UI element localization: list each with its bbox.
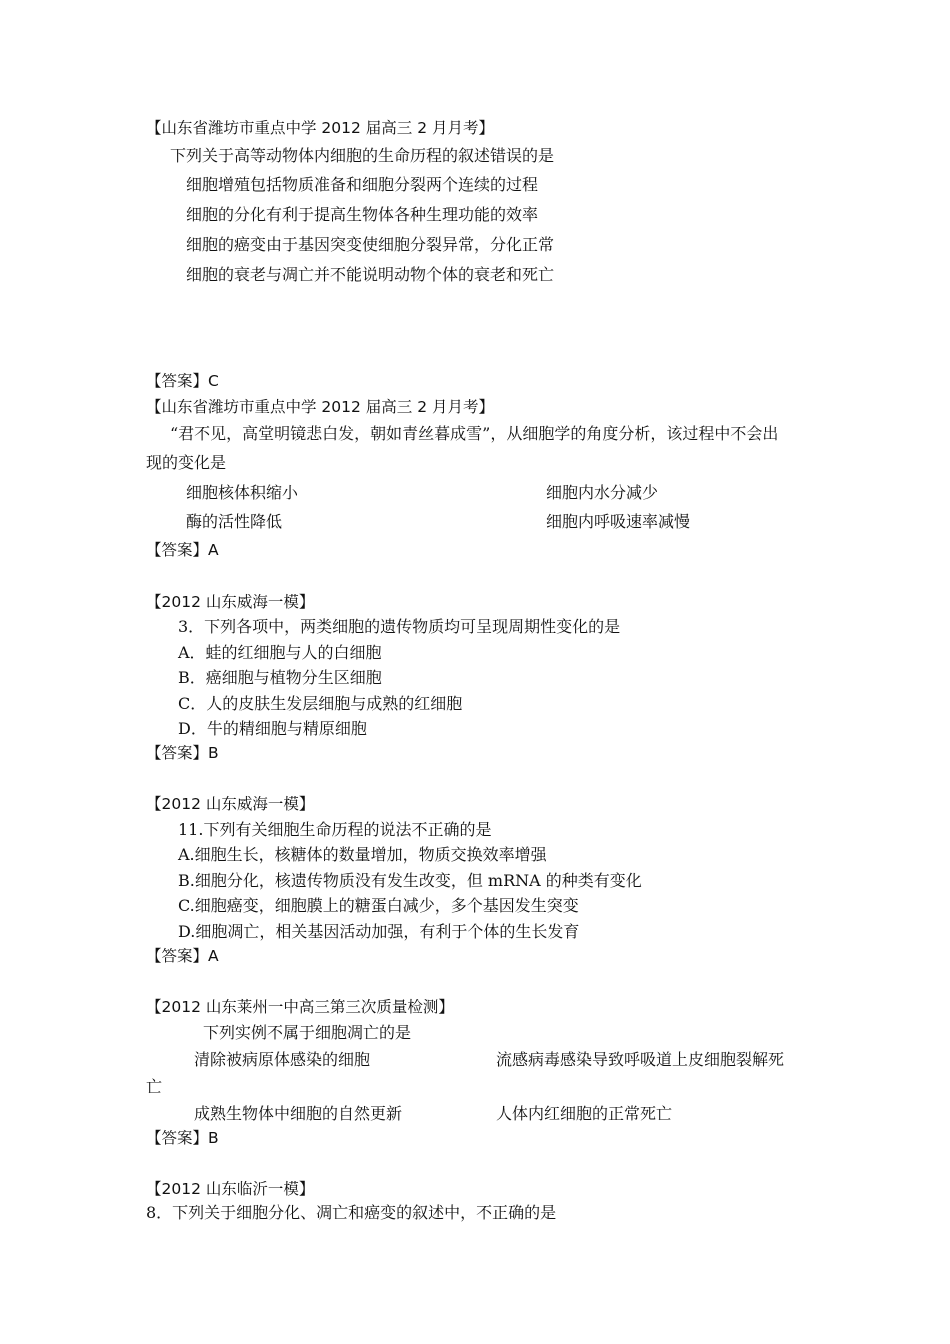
q3-source: 【2012 山东威海一模】	[146, 593, 315, 611]
q6-source: 【2012 山东临沂一模】	[146, 1180, 315, 1198]
q1-option-c: 细胞的癌变由于基因突变使细胞分裂异常，分化正常	[186, 235, 555, 254]
q2-option-d: 细胞内呼吸速率减慢	[546, 512, 691, 531]
q5-option-a: 清除被病原体感染的细胞	[194, 1050, 371, 1069]
q5-option-b-wrap: 亡	[146, 1077, 163, 1096]
q1-stem: 下列关于高等动物体内细胞的生命历程的叙述错误的是	[170, 146, 555, 165]
q4-option-c: C.细胞癌变，细胞膜上的糖蛋白减少，多个基因发生突变	[178, 896, 579, 915]
q5-option-b: 流感病毒感染导致呼吸道上皮细胞裂解死	[496, 1050, 785, 1069]
q1-option-d: 细胞的衰老与凋亡并不能说明动物个体的衰老和死亡	[186, 265, 555, 284]
q5-option-c: 成熟生物体中细胞的自然更新	[194, 1104, 403, 1123]
q6-stem: 8．下列关于细胞分化、凋亡和癌变的叙述中，不正确的是	[146, 1203, 557, 1222]
q2-stem-line2: 现的变化是	[146, 453, 227, 472]
q1-source: 【山东省潍坊市重点中学 2012 届高三 2 月月考】	[146, 119, 495, 137]
q3-option-c: C．人的皮肤生发层细胞与成熟的红细胞	[178, 694, 463, 713]
q2-option-b: 细胞内水分减少	[546, 483, 659, 502]
q3-option-a: A．蛙的红细胞与人的白细胞	[178, 643, 382, 662]
q2-source: 【山东省潍坊市重点中学 2012 届高三 2 月月考】	[146, 398, 495, 416]
q3-answer: 【答案】B	[146, 744, 219, 762]
q3-option-d: D．牛的精细胞与精原细胞	[178, 719, 367, 738]
q1-option-a: 细胞增殖包括物质准备和细胞分裂两个连续的过程	[186, 175, 539, 194]
q5-option-d: 人体内红细胞的正常死亡	[496, 1104, 673, 1123]
q3-option-b: B．癌细胞与植物分生区细胞	[178, 668, 382, 687]
q4-option-d: D.细胞凋亡，相关基因活动加强，有利于个体的生长发育	[178, 922, 580, 941]
q1-option-b: 细胞的分化有利于提高生物体各种生理功能的效率	[186, 205, 539, 224]
q4-option-b: B.细胞分化，核遗传物质没有发生改变，但 mRNA 的种类有变化	[178, 871, 642, 890]
q4-answer: 【答案】A	[146, 947, 219, 965]
q2-answer: 【答案】A	[146, 541, 219, 559]
q4-source: 【2012 山东威海一模】	[146, 795, 315, 813]
q2-stem-line1: “君不见，高堂明镜悲白发，朝如青丝暮成雪”，从细胞学的角度分析，该过程中不会出	[170, 424, 779, 443]
q2-option-a: 细胞核体积缩小	[186, 483, 299, 502]
q5-answer: 【答案】B	[146, 1129, 219, 1147]
q4-option-a: A.细胞生长，核糖体的数量增加，物质交换效率增强	[178, 845, 547, 864]
q5-stem: 下列实例不属于细胞凋亡的是	[203, 1023, 412, 1042]
q3-stem: 3．下列各项中，两类细胞的遗传物质均可呈现周期性变化的是	[178, 617, 621, 636]
q4-stem: 11.下列有关细胞生命历程的说法不正确的是	[178, 820, 492, 839]
q5-source: 【2012 山东莱州一中高三第三次质量检测】	[146, 998, 454, 1016]
q2-option-c: 酶的活性降低	[186, 512, 283, 531]
q1-answer: 【答案】C	[146, 372, 219, 390]
